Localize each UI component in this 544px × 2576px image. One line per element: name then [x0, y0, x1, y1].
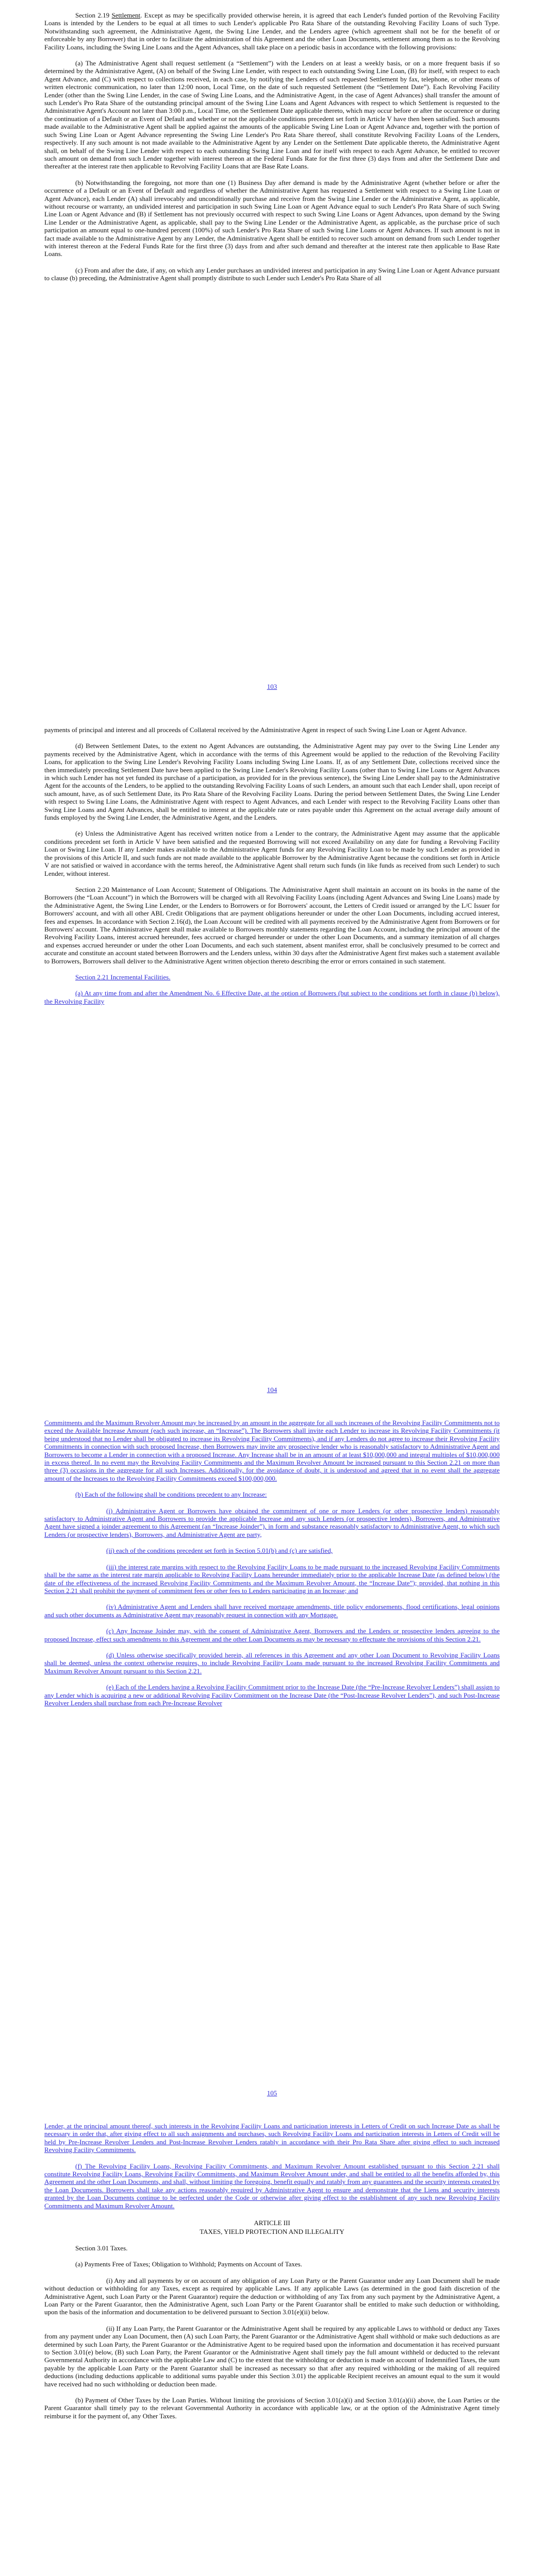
clause-b-ii: (ii) each of the conditions precedent set forth in Section 5.01(b) and (c) are satisfied,	[106, 1547, 333, 1555]
section-2-19-intro	[44, 11, 500, 51]
page-content	[44, 1419, 500, 1715]
clause-b-i: (i) Administrative Agent or Borrowers have obtained the commitment of one or more Lenders (or other prospective lenders) reasonably satisfactory to Administrative Agent and Borrowers to provide the applicable Increase and any such Lenders (or prospective lenders), Borrowers, and Administrative Agent have signed a joinder agreement to this Agreement (an “Increase Joinder”), in form and substance reasonably satisfactory to Administrative Agent, to which such Lenders (or prospective lenders), Borrowers, and Administrative Agent are party,	[44, 1506, 500, 1538]
clause-b-iii: (iii) the interest rate margins with respect to the Revolving Facility Loans to be made pursuant to the increased Revolving Facility Commitments shall be the same as the interest rate margin applicable to Revolving Facility Loans hereunder immediately prior to the applicable Increase Date (as defined below) (the date of the effectiveness of the increased Revolving Facility Commitments and the Maximum Revolver Amount, the “Increase Date”); provided, that nothing in this Section 2.21 shall prohibit the payment of commitment fees or other fees to Lenders participating in an Increase; and	[44, 1563, 500, 1595]
clause-e: (e) Unless the Administrative Agent has received written notice from a Lender to the contrary, the Administrative Agent may assume that the applicable conditions precedent set forth in Article V have been satisfied and the requested Borrowing will not exceed Availability on any date for funding a Revolving Facility Loan or Swing Line Loan. If any Lender makes available to the Administrative Agent funds for any Revolving Facility Loan to be made by such Lender as provided in the provisions of this Article II, and such funds are not made available to the applicable Borrower by the Administrative Agent because the conditions set forth in Article V are not satisfied or waived in accordance with the terms hereof, the Administrative Agent shall return such funds (in like funds as received from such Lender) to such Lender, without interest.	[44, 829, 500, 877]
article-title: TAXES, YIELD PROTECTION AND ILLEGALITY	[200, 2228, 344, 2236]
section-2-20: Section 2.20 Maintenance of Loan Account; Statement of Obligations. The Administrative Agent shall maintain an account on its books in the name of the Borrowers (the “Loan Account”) in which the Borrowers will be charged with all Revolving Facility Loans (including Agent Advances and Swing Line Loans) made by the Administrative Agent, the Swing Line Lender, or the Lenders to Borrowers or for Borrowers' account, the Letters of Credit issued or arranged by the L/C Issuer for Borrowers' account, and with all other ABL Credit Obligations that are payment obligations hereunder or under the other Loan Documents, including accrued interest, fees and expenses. In accordance with Section 2.16(d), the Loan Account will be credited with all payments received by the Administrative Agent from Borrowers or for Borrowers' account. The Administrative Agent shall make available to Borrowers monthly statements regarding the Loan Account, including the principal amount of the Revolving Facility Loans, interest accrued hereunder, fees accrued or charged hereunder or under the other Loan Documents, and a summary itemization of all charges and expenses accrued hereunder or under the other Loan Documents, and each such statement, absent manifest error, shall be conclusively presumed to be correct and accurate and constitute an account stated between Borrowers and the Lenders unless, within 30 days after the Administrative Agent first makes such a statement available to Borrowers, Borrowers shall deliver to the Administrative Agent written objection thereto describing the error or errors contained in such statement.	[44, 885, 500, 965]
page-content	[44, 11, 500, 291]
page-content	[44, 2122, 500, 2428]
clause-b: (b) Notwithstanding the foregoing, not more than one (1) Business Day after demand is made by the Administrative Agent (whether before or after the occurrence of a Default or an Event of Default and regardless of whether the Administrative Agent has requested a Settlement with respect to a Swing Line Loan or Agent Advance), each Lender (A) shall irrevocably and unconditionally purchase and receive from the Swing Line Lender or the Administrative Agent, as applicable, without recourse or warranty, an undivided interest and participation in such Swing Line Loan or Agent Advance equal to such Lender's Pro Rata Share of such Swing Line Loan or Agent Advance and (B) if Settlement has not previously occurred with respect to such Swing Line Loans or Agent Advances, upon demand by the Swing Line Lender or the Administrative Agent, as applicable, shall pay to the Swing Line Lender or the Administrative Agent, as applicable, as the purchase price of such participation an amount equal to one-hundred percent (100%) of such Lender's Pro Rata Share of such Swing Line Loans or Agent Advances. If such amount is not in fact made available to the Administrative Agent by any Lender, the Administrative Agent shall be entitled to recover such amount on demand from such Lender together with interest thereon at the Federal Funds Rate for the first three (3) days from and after such demand and thereafter at the interest rate then applicable to Base Rate Loans.	[44, 178, 500, 258]
clause-c: (c) From and after the date, if any, on which any Lender purchases an undivided interest and participation in any Swing Line Loan or Agent Advance pursuant to clause (b) preceding, the Administrative Agent shall promptly distribute to such Lender such Lender's Pro Rata Share of all	[44, 266, 500, 282]
continuation-text: Commitments and the Maximum Revolver Amount may be increased by an amount in the aggregate for all such increases of the Revolving Facility Commitments not to exceed the Available Increase Amount (each such increase, an “Increase”). The Borrowers shall invite each Lender to increase its Revolving Facility Commitments (it being understood that no Lender shall be obligated to increase its Revolving Facility Commitments), and if any Lenders do not agree to increase their Revolving Facility Commitments in connection with such proposed Increase, then Borrowers may invite any prospective lender who is reasonably satisfactory to Administrative Agent and Borrowers to become a Lender in connection with a proposed Increase. Any Increase shall be in an amount of at least $10,000,000 and integral multiples of $10,000,000 in excess thereof. In no event may the Revolving Facility Commitments and the Maximum Revolver Amount be increased pursuant to this Section 2.21 on more than three (3) occasions in the aggregate for all such Increases. Additionally, for the avoidance of doubt, it is understood and agreed that in no event shall the aggregate amount of the Increases to the Revolving Facility Commitments exceed $100,000,000.	[44, 1419, 500, 1482]
continuation-text: payments of principal and interest and all proceeds of Collateral received by the Administrative Agent in respect of such Swing Line Loan or Agent Advance.	[44, 726, 467, 734]
section-3-01-heading: Section 3.01 Taxes.	[75, 2244, 128, 2252]
continuation-text: Lender, at the principal amount thereof, such interests in the Revolving Facility Loans and participation interests in Letters of Credit on such Increase Date as shall be necessary in order that, after giving effect to all such assignments and purchases, such Revolving Facility Loans and participation interests in Letters of Credit will be held by Pre-Increase Revolver Lenders and Post-Increase Revolver Lenders ratably in accordance with their Pro Rata Share after giving effect to such increased Revolving Facility Commitments.	[44, 2122, 500, 2154]
clause-a-ii: (ii) If any Loan Party, the Parent Guarantor or the Administrative Agent shall be required by any applicable Laws to withhold or deduct any Taxes from any payment under any Loan Document, then (A) such Loan Party, the Parent Guarantor or the Administrative Agent shall withhold or make such deductions as are determined by such Loan Party, the Parent Guarantor or the Administrative Agent to be required based upon the information and documentation it has received pursuant to Section 3.01(e) below, (B) such Loan Party, the Parent Guarantor or the Administrative Agent shall timely pay the full amount withheld or deducted to the relevant Governmental Authority in accordance with the applicable Law and (C) to the extent that the withholding or deduction is made on account of Indemnified Taxes, the sum payable by the applicable Loan Party or the Parent Guarantor shall be increased as necessary so that after any required withholding or the making of all required deductions (including deductions applicable to additional sums payable under this Section 3.01) the applicable Recipient receives an amount equal to the sum it would have received had no such withholding or deduction been made.	[44, 2324, 500, 2388]
clause-f: (f) The Revolving Facility Loans, Revolving Facility Commitments, and Maximum Revolver Amount established pursuant to this Section 2.21 shall constitute Revolving Facility Loans, Revolving Facility Commitments, and Maximum Revolver Amount under, and shall be entitled to all the benefits afforded by, this Agreement and the other Loan Documents, and shall, without limiting the foregoing, benefit equally and ratably from any guarantees and the security interests created by the Loan Documents. Borrowers shall take any actions reasonably required by Administrative Agent to ensure and demonstrate that the Liens and security interests granted by the Loan Documents continue to be perfected under the Code or otherwise after giving effect to the establishment of any such new Revolving Facility Commitments and Maximum Revolver Amount.	[44, 2162, 500, 2210]
section-number: Section 2.19	[75, 11, 110, 19]
clause-a: (a) The Administrative Agent shall request settlement (a “Settlement”) with the Lenders on at least a weekly basis, or on a more frequent basis if so determined by the Administrative Agent, (A) on behalf of the Swing Line Lender, with respect to each outstanding Swing Line Loan, (B) for itself, with respect to each Agent Advance, and (C) with respect to collections received, in each case, by notifying the Lenders of such requested Settlement by fax, telephone, or other means of written electronic communication, no later than 12:00 noon, Local Time, on the date of such requested Settlement (the “Settlement Date”). Each Revolving Facility Lender (other than the Swing Line Lender, in the case of Swing Line Loans, and the Administrative Agent, in the case of Agent Advances) shall transfer the amount of such Lender's Pro Rata Share of the outstanding principal amount of the Swing Line Loans and Agent Advances with respect to which Settlement is requested to the Administrative Agent's Account not later than 3:00 p.m., Local Time, on the Settlement Date applicable thereto, which may occur before or after the occurrence or during the continuation of a Default or an Event of Default and whether or not the applicable conditions precedent set forth in Article V have then been satisfied. Such amounts made available to the Administrative Agent shall be applied against the amounts of the applicable Swing Line Loan or Agent Advance and, together with the portion of such Swing Line Loan or Agent Advance representing the Swing Line Lender's Pro Rata Share thereof, shall constitute Revolving Facility Loans of the Lenders, respectively. If any such amount is not made available to the Administrative Agent by any Lender on the Settlement Date applicable thereto, the Administrative Agent shall, on behalf of the Swing Line Lender with respect to each outstanding Swing Line Loan and for itself with respect to each Agent Advance, be entitled to recover such amount on demand from such Lender together with interest thereon at the Federal Funds Rate for the first three (3) days from and after the Settlement Date and thereafter at the interest rate then applicable to Revolving Facility Loans that are Base Rate Loans.	[44, 59, 500, 171]
clause-a: (a) Payments Free of Taxes; Obligation to Withhold; Payments on Account of Taxes.	[75, 2260, 302, 2268]
clause-d: (d) Between Settlement Dates, to the extent no Agent Advances are outstanding, the Administrative Agent may pay over to the Swing Line Lender any payments received by the Administrative Agent, which in accordance with the terms of this Agreement would be applied to the reduction of the Revolving Facility Loans, for application to the Swing Line Lender's Revolving Facility Loans including Swing Line Loans. If, as of any Settlement Date, collections received since the then immediately preceding Settlement Date have been applied to the Swing Line Lender's Revolving Facility Loans (other than to Swing Line Loans or Agent Advances in which such Lender has not yet funded its purchase of a participation, as provided for in the previous sentence), the Swing Line Lender shall pay to the Administrative Agent for the accounts of the Lenders, to be applied to the outstanding Revolving Facility Loans of such Lenders, an amount such that each Lender shall, upon receipt of such amount, have, as of such Settlement Date, its Pro Rata Share of the Revolving Facility Loans. During the period between Settlement Dates, the Swing Line Lender with respect to Swing Line Loans, the Administrative Agent with respect to Agent Advances, and each Lender with respect to the Revolving Facility Loans other than Swing Line Loans and Agent Advances, shall be entitled to interest at the applicable rate or rates payable under this Agreement on the actual average daily amount of funds employed by the Swing Line Lender, the Administrative Agent, and the Lenders.	[44, 742, 500, 822]
clause-b: (b) Payment of Other Taxes by the Loan Parties. Without limiting the provisions of Section 3.01(a)(i) and Section 3.01(a)(ii) above, the Loan Parties or the Parent Guarantor shall timely pay to the relevant Governmental Authority in accordance with applicable law, or at the option of the Administrative Agent timely reimburse it for the payment of, any Other Taxes.	[44, 2396, 500, 2420]
clause-d: (d) Unless otherwise specifically provided herein, all references in this Agreement and any other Loan Document to Revolving Facility Loans shall be deemed, unless the context otherwise requires, to include Revolving Facility Loans made pursuant to the increased Revolving Facility Commitments and Maximum Revolver Amount pursuant to this Section 2.21.	[44, 1651, 500, 1675]
clause-b: (b) Each of the following shall be conditions precedent to any Increase:	[75, 1490, 267, 1499]
section-title: Settlement	[111, 11, 141, 19]
clause-2-21-a: (a) At any time from and after the Amendment No. 6 Effective Date, at the option of Borrowers (but subject to the conditions set forth in clause (b) below), the Revolving Facility	[44, 989, 500, 1005]
page-content	[44, 726, 500, 1013]
clause-c: (c) Any Increase Joinder may, with the consent of Administrative Agent, Borrowers and the Lenders or prospective lenders agreeing to the proposed Increase, effect such amendments to this Agreement and the other Loan Documents as may be necessary to effectuate the provisions of this Section 2.21.	[44, 1627, 500, 1643]
page-number: 103	[267, 683, 277, 690]
clause-b-iv: (iv) Administrative Agent and Lenders shall have received mortgage amendments, title policy endorsements, flood certifications, legal opinions and such other documents as Administrative Agent may reasonably request in connection with any Mortgage.	[44, 1603, 500, 1619]
page-number: 105	[267, 2089, 277, 2097]
section-2-21-heading: Section 2.21 Incremental Facilities.	[75, 973, 171, 981]
page-number: 104	[267, 1386, 277, 1394]
clause-a-i: (i) Any and all payments by or on account of any obligation of any Loan Party or the Parent Guarantor under any Loan Document shall be made without deduction or withholding for any Taxes, except as required by applicable Laws. If any applicable Laws (as determined in the good faith discretion of the Administrative Agent, such Loan Party or the Parent Guarantor) require the deduction or withholding of any Tax from any such payment by the Administrative Agent, a Loan Party or the Parent Guarantor, then the Administrative Agent, such Loan Party or the Parent Guarantor shall be entitled to make such deduction or withholding, upon the basis of the information and documentation to be delivered pursuant to Section 3.01(e)(ii) below.	[44, 2276, 500, 2316]
section-text: . Except as may be specifically provided otherwise herein, it is agreed that each Lender's funded portion of the Revolving Facility Loans is intended by the Lenders to be equal at all times to such Lender's applicable Pro Rata Share of the outstanding Revolving Facility Loans of such Type. Notwithstanding such agreement, the Administrative Agent, the Swing Line Lender, and the Lenders agree (which agreement shall not be for the benefit of or enforceable by any Borrower) that in order to facilitate the administration of this Agreement and the other Loan Documents, settlement among them as to the Revolving Facility Loans, including the Swing Line Loans and the Agent Advances, shall take place on a periodic basis in accordance with the following provisions:	[44, 11, 500, 51]
clause-e: (e) Each of the Lenders having a Revolving Facility Commitment prior to the Increase Date (the “Pre-Increase Revolver Lenders”) shall assign to any Lender which is acquiring a new or additional Revolving Facility Commitment on the Increase Date (the “Post-Increase Revolver Lenders”), and such Post-Increase Revolver Lenders shall purchase from each Pre-Increase Revolver	[44, 1683, 500, 1707]
article-heading: ARTICLE III	[254, 2219, 290, 2227]
